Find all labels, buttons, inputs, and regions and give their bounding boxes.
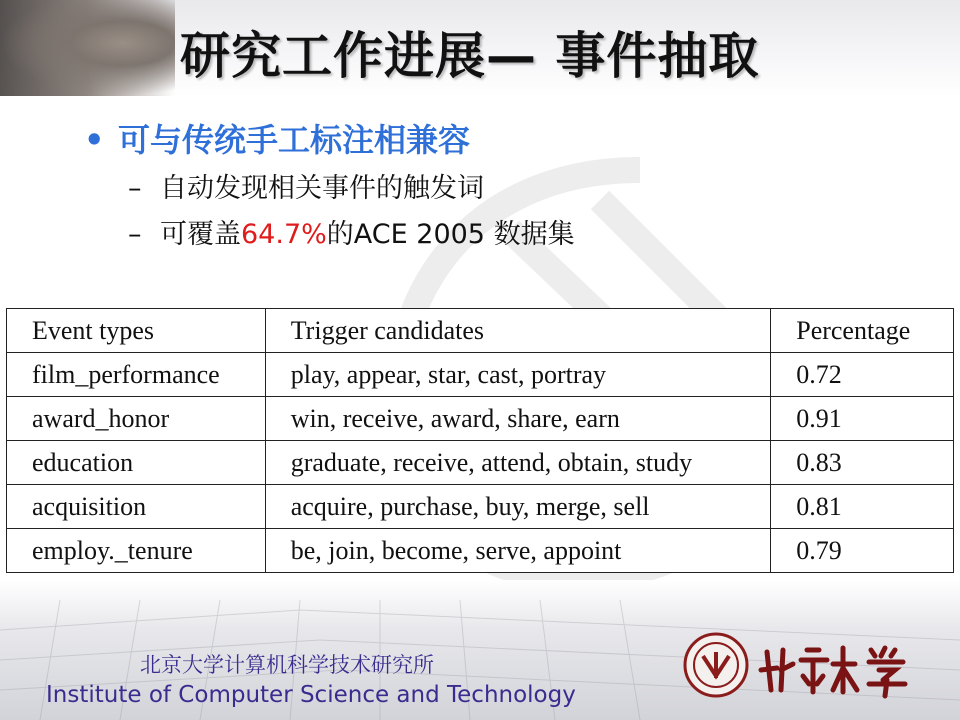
peking-university-calligraphy-logo [757,640,917,700]
university-seal-icon [683,632,749,698]
sub-bullet-2 [128,216,575,254]
percentage-cell: 0.72 [771,353,954,397]
percentage-cell: 0.79 [771,529,954,573]
main-bullet-text: 可与传统手工标注相兼容 [118,121,471,159]
main-bullet [84,118,470,162]
event-type-cell: acquisition [7,485,266,529]
header-photo [0,0,175,96]
slide-title: 研究工作进展— 事件抽取 [180,27,760,85]
percentage-cell: 0.91 [771,397,954,441]
table-header-row [7,309,954,353]
percentage-cell: 0.81 [771,485,954,529]
trigger-candidates-cell: play, appear, star, cast, portray [265,353,771,397]
header-percentage: Percentage [771,309,954,353]
percentage-cell: 0.83 [771,441,954,485]
event-trigger-table [6,308,954,573]
header-event-types: Event types [7,309,266,353]
table-row [7,397,954,441]
table-row [7,485,954,529]
table-row [7,441,954,485]
table-row [7,529,954,573]
event-type-cell: award_honor [7,397,266,441]
sub-bullet-2-suffix: 的ACE 2005 数据集 [326,219,575,250]
trigger-candidates-cell: be, join, become, serve, appoint [265,529,771,573]
bullet-dot-icon: • [84,121,105,159]
trigger-candidates-cell: win, receive, award, share, earn [265,397,771,441]
sub-bullet-2-prefix: 可覆盖 [160,219,241,250]
dash-icon: – [128,173,142,204]
institute-name-chinese: 北京大学计算机科学技术研究所 [140,653,434,677]
event-type-cell: education [7,441,266,485]
table-row [7,353,954,397]
institute-name-english: Institute of Computer Science and Technology [46,682,576,708]
header-trigger-candidates: Trigger candidates [265,309,771,353]
trigger-candidates-cell: graduate, receive, attend, obtain, study [265,441,771,485]
sub-bullet-1 [128,170,484,208]
sub-bullet-1-text: 自动发现相关事件的触发词 [160,173,484,204]
dash-icon: – [128,219,142,250]
coverage-percentage: 64.7% [241,219,327,250]
event-type-cell: film_performance [7,353,266,397]
event-type-cell: employ._tenure [7,529,266,573]
trigger-candidates-cell: acquire, purchase, buy, merge, sell [265,485,771,529]
